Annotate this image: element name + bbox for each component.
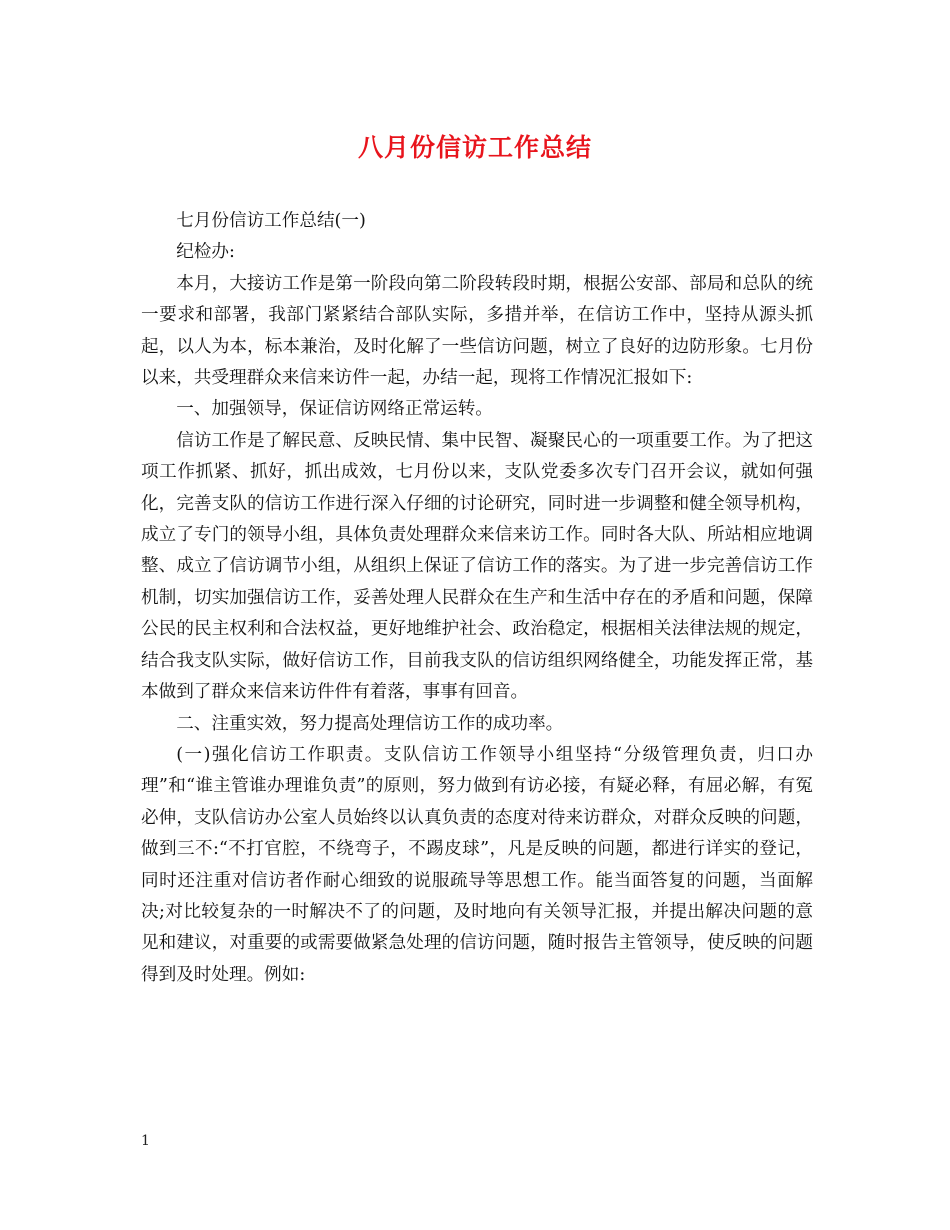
paragraph-intro: 本月，大接访工作是第一阶段向第二阶段转段时期，根据公安部、部局和总队的统一要求和部署，我部门紧紧结合部队实际，多措并举，在信访工作中，坚持从源头抓起，以人为本，标本兼治，及时化解了一些信访问题，树立了良好的边防形象。七月份以来，共受理群众来信来访件一起，办结一起，现将工作情况汇报如下: (141, 273, 813, 389)
section-heading-1: 一、加强领导，保证信访网络正常运转。 (176, 399, 493, 420)
paragraph-section-1: 信访工作是了解民意、反映民情、集中民智、凝聚民心的一项重要工作。为了把这项工作抓紧、抓好，抓出成效，七月份以来，支队党委多次专门召开会议，就如何强化，完善支队的信访工作进行深入仔细的讨论研究，同时进一步调整和健全领导机构，成立了专门的领导小组，具体负责处理群众来信来访工作。同时各大队、所站相应地调整、成立了信访调节小组，从组织上保证了信访工作的落实。为了进一步完善信访工作机制，切实加强信访工作，妥善处理人民群众在生产和生活中存在的矛盾和问题，保障公民的民主权利和合法权益，更好地维护社会、政治稳定，根据相关法律法规的规定，结合我支队实际，做好信访工作，目前我支队的信访组织网络健全，功能发挥正常，基本做到了群众来信来访件件有着落，事事有回音。 (141, 430, 813, 703)
document-title: 八月份信访工作总结 (357, 133, 592, 162)
document-body (141, 206, 813, 991)
paragraph-addressee: 纪检办: (176, 242, 235, 263)
paragraph-heading: 七月份信访工作总结(一) (176, 211, 366, 231)
page-number: 1 (141, 1133, 150, 1149)
section-heading-2: 二、注重实效，努力提高处理信访工作的成功率。 (176, 713, 564, 734)
paragraph-section-2-1: (一)强化信访工作职责。支队信访工作领导小组坚持“分级管理负责，归口办理”和“谁主管谁办理谁负责”的原则，努力做到有访必接，有疑必释，有屈必解，有冤必伸，支队信访办公室人员始终以认真负责的态度对待来访群众，对群众反映的问题，做到三不:“不打官腔，不绕弯子，不踢皮球”，凡是反映的问题，都进行详实的登记，同时还注重对信访者作耐心细致的说服疏导等思想工作。能当面答复的问题，当面解决;对比较复杂的一时解决不了的问题，及时地向有关领导汇报，并提出解决问题的意见和建议，对重要的或需要做紧急处理的信访问题，随时报告主管领导，使反映的问题得到及时处理。例如: (141, 744, 813, 985)
